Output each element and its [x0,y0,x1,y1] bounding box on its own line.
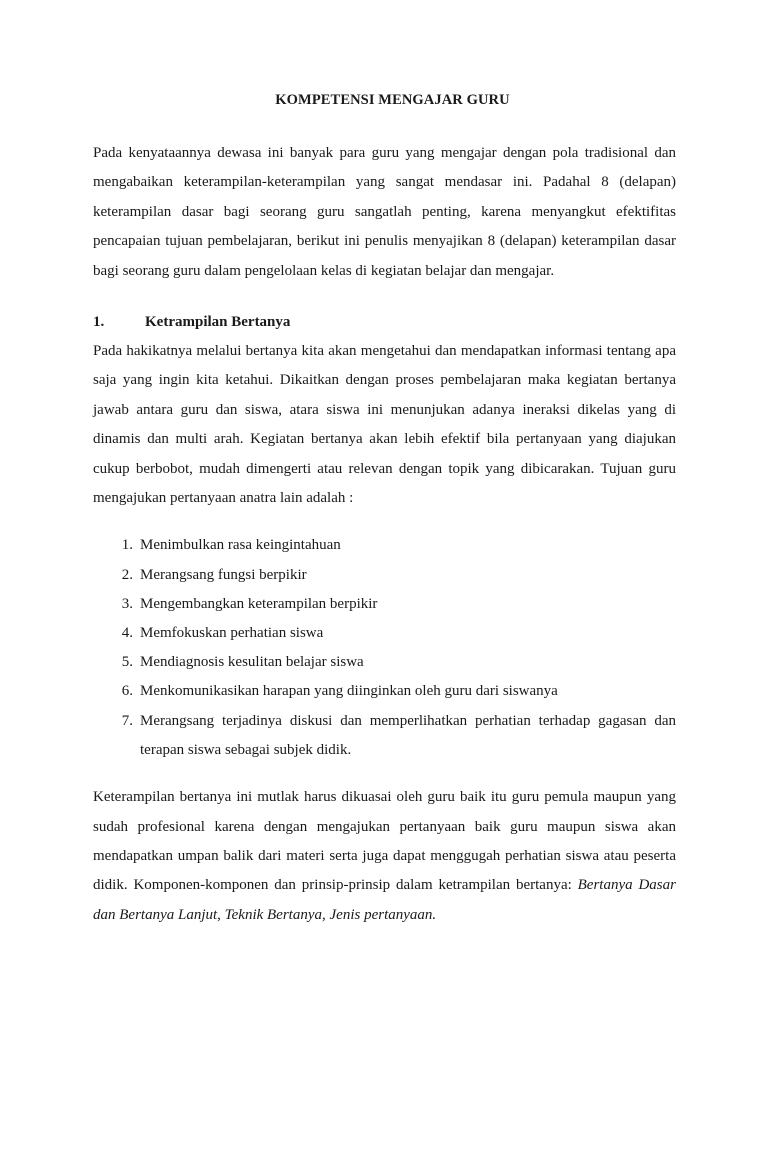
list-item [93,648,676,677]
list-item [93,590,676,619]
document-page [93,92,676,930]
list-item-number: 3. [121,595,133,612]
closing-italic-text: Bertanya Dasar dan Bertanya Lanjut, Teknik Bertanya, Jenis pertanyaan. [93,877,676,923]
list-item-number: 7. [121,712,133,729]
list-item-text: Merangsang terjadinya diskusi dan memperlihatkan perhatian terhadap gagasan dan terapan siswa sebagai subjek didik. [140,712,676,758]
section-number: 1. [93,314,105,331]
list-item-text: Memfokuskan perhatian siswa [140,625,324,642]
list-item-number: 2. [121,566,133,583]
list-item-text: Menkomunikasikan harapan yang diinginkan oleh guru dari siswanya [140,683,558,700]
closing-text: Keterampilan bertanya ini mutlak harus dikuasai oleh guru baik itu guru pemula maupun yang sudah profesional karena dengan mengajukan pertanyaan baik guru maupun siswa akan mendapatkan umpan balik dari materi serta juga dapat menggugah perhatian siswa atau peserta didik. Komponen-komponen dan prinsip-prinsip dalam ketrampilan bertanya: [93,789,676,894]
list-item-text: Mendiagnosis kesulitan belajar siswa [140,654,364,671]
objectives-list [93,531,676,765]
section-paragraph: Pada hakikatnya melalui bertanya kita akan mengetahui dan mendapatkan informasi tentang apa saja yang ingin kita ketahui. Dikaitkan dengan proses pembelajaran maka kegiatan bertanya jawab antara guru dan siswa, atara siswa ini menunjukan adanya ineraksi dikelas yang di dinamis dan multi arah. Kegiatan bertanya akan lebih efektif bila pertanyaan yang diajukan cukup berbobot, mudah dimengerti atau relevan dengan topik yang dibicarakan. Tujuan guru mengajukan pertanyaan anatra lain adalah : [93,343,676,507]
list-item-number: 1. [121,537,133,554]
list-item [93,677,676,706]
intro-paragraph: Pada kenyataannya dewasa ini banyak para guru yang mengajar dengan pola tradisional dan mengabaikan keterampilan-keterampilan yang sangat mendasar ini. Padahal 8 (delapan) keterampilan dasar bagi seorang guru sangatlah penting, karena menyangkut efektifitas pencapaian tujuan pembelajaran, berikut ini penulis menyajikan 8 (delapan) keterampilan dasar bagi seorang guru dalam pengelolaan kelas di kegiatan belajar dan mengajar. [93,145,676,279]
list-item [93,707,676,765]
list-item [93,619,676,648]
section-heading [93,308,676,337]
document-title: KOMPETENSI MENGAJAR GURU [275,92,510,108]
list-item [93,561,676,590]
list-item-text: Mengembangkan keterampilan berpikir [140,595,378,612]
list-item-text: Menimbulkan rasa keingintahuan [140,537,341,554]
list-item-number: 5. [121,654,133,671]
list-item [93,531,676,560]
list-item-text: Merangsang fungsi berpikir [140,566,307,583]
section-title: Ketrampilan Bertanya [145,314,291,331]
list-item-number: 6. [121,683,133,700]
list-item-number: 4. [121,625,133,642]
closing-paragraph [93,783,676,930]
